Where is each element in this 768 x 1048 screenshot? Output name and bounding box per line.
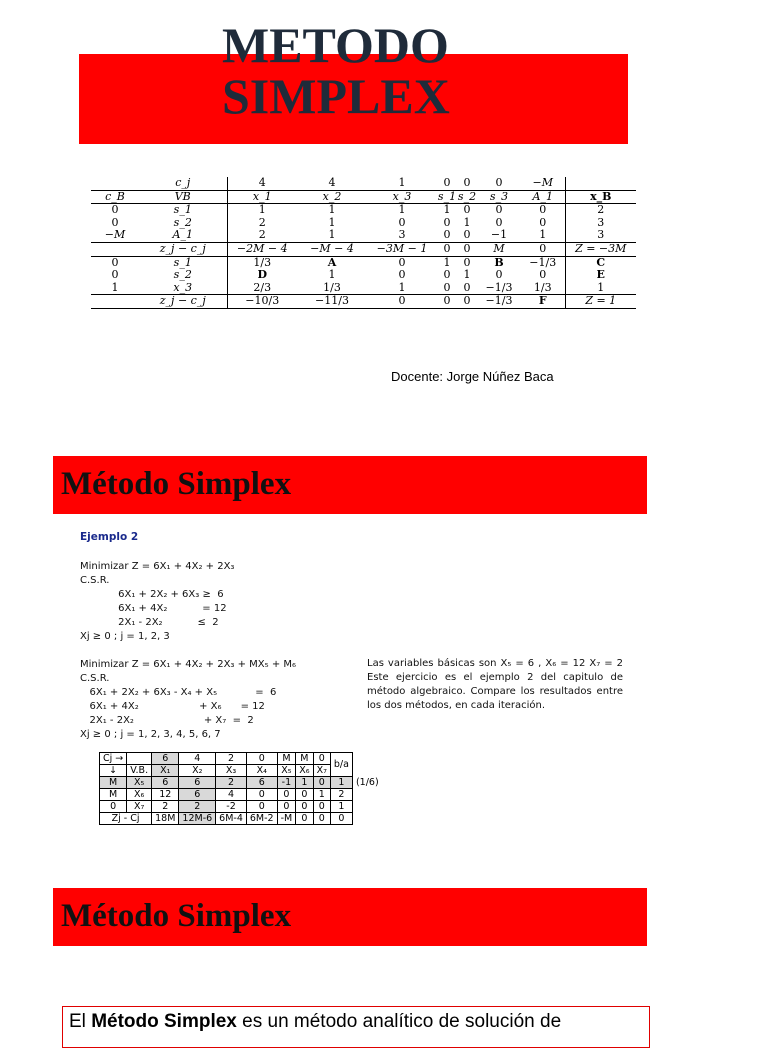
- formulation-line: 6X₁ + 4X₂ = 12: [80, 603, 227, 614]
- cj-row: Cj → 6 4 2 0 M M 0 b/a: [100, 753, 383, 765]
- formulation-line: 6X₁ + 2X₂ + 6X₃ ≥ 6: [80, 589, 224, 600]
- z-row: Zj - Cj 18M 12M-6 6M-4 6M-2 -M 0 0 0: [100, 813, 383, 825]
- formulation-line: 6X₁ + 4X₂ + X₆ = 12: [80, 701, 265, 712]
- z-row: z_j − c_j −10/3 −11/3 0 0 0 −1/3 F Z = 1: [91, 295, 636, 309]
- section-banner: [53, 456, 647, 514]
- page-title: [222, 17, 482, 124]
- title-line-1: METODO: [222, 17, 449, 73]
- header-row: c_B VB x_1 x_2 x_3 s_1 s_2 s_3 A_1 x_B: [91, 190, 636, 204]
- formulation-line: 2X₁ - 2X₂ + X₇ = 2: [80, 715, 254, 726]
- table-row: M X₅ 6 6 2 6 -1 1 0 1 (1/6): [100, 777, 383, 789]
- example-title: Ejemplo 2: [80, 531, 139, 543]
- formulation-line: C.S.R.: [80, 673, 110, 684]
- docente-label: Docente: Jorge Núñez Baca: [391, 369, 554, 384]
- cj-row: c_j 4 4 1 0 0 0 −M: [91, 177, 636, 190]
- formulation-line: 2X₁ - 2X₂ ≤ 2: [80, 617, 219, 628]
- header-row: ↓ V.B. X₁ X₂ X₃ X₄ X₅ X₆ X₇: [100, 765, 383, 777]
- table-row: 1 x_3 2/3 1/3 1 0 0 −1/3 1/3 1: [91, 282, 636, 295]
- table-row: 0 s_1 1 1 1 1 0 0 0 2: [111, 203, 605, 217]
- formulation-line: 6X₁ + 2X₂ + 6X₃ - X₄ + X₅ = 6: [80, 687, 277, 698]
- section-title: Método Simplex: [61, 466, 292, 502]
- simplex-tableau-1: [91, 177, 636, 309]
- formulation-line: Minimizar Z = 6X₁ + 4X₂ + 2X₃ + MX₅ + M₆: [80, 659, 297, 670]
- formulation-line: Minimizar Z = 6X₁ + 4X₂ + 2X₃: [80, 561, 235, 572]
- table-row: 0 X₇ 2 2 -2 0 0 0 0 1: [100, 801, 383, 813]
- formulation-line: Xj ≥ 0 ; j = 1, 2, 3: [80, 631, 170, 642]
- formulation-line: Xj ≥ 0 ; j = 1, 2, 3, 4, 5, 6, 7: [80, 729, 221, 740]
- section-title: Método Simplex: [61, 898, 292, 934]
- table-row: 0 s_2 D 1 0 0 1 0 0 E: [111, 268, 605, 282]
- simplex-tableau-2: [99, 752, 383, 825]
- table-row: M X₆ 12 6 4 0 0 0 1 2: [100, 789, 383, 801]
- example-formulation: [80, 560, 296, 742]
- table-row: 0 s_1 1/3 A 0 1 0 B −1/3 C: [111, 255, 606, 269]
- formulation-line: [80, 644, 296, 658]
- z-row: z_j − c_j −2M − 4 −M − 4 −3M − 1 0 0 M 0 Z = −3M: [91, 242, 636, 256]
- definition-text: El Método Simplex es un método analítico de solución de: [69, 1011, 562, 1032]
- table-row: −M A_1 2 1 3 0 0 −1 1 3: [91, 229, 636, 242]
- definition-term: Método Simplex: [91, 1011, 237, 1032]
- example-note: Las variables básicas son X₅ = 6 , X₆ = 12 X₇ = 2 Este ejercicio es el ejemplo 2 del capitulo de método algebraico. Compare los resultados entre los dos métodos, en cada iteración.: [367, 658, 623, 711]
- table-row: 0 s_2 2 1 0 0 1 0 0 3: [111, 215, 605, 229]
- title-line-2: SIMPLEX: [222, 68, 450, 124]
- definition-box: [62, 1006, 650, 1048]
- formulation-line: C.S.R.: [80, 575, 110, 586]
- section-banner: [53, 888, 647, 946]
